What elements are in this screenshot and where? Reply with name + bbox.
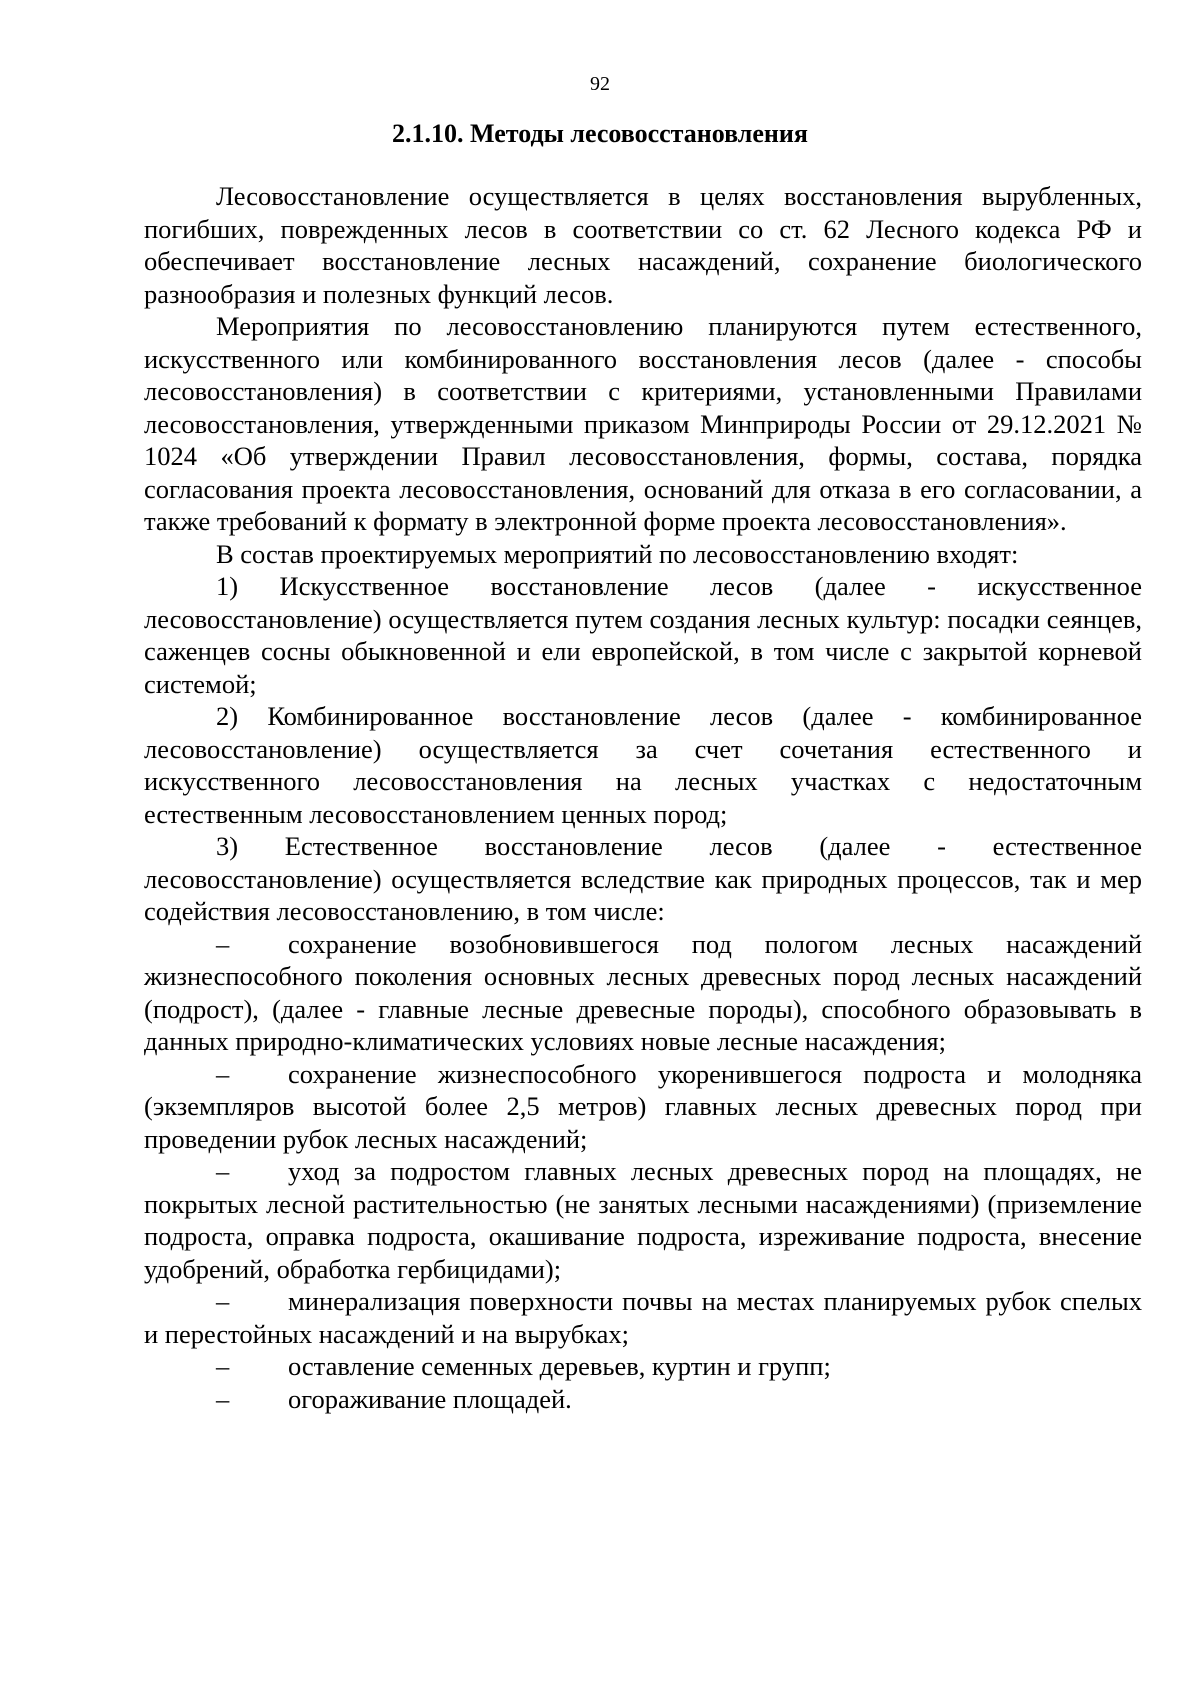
bullet-item <box>144 1285 1142 1350</box>
bullet-item <box>144 1155 1142 1285</box>
bullet-text: уход за подростом главных лесных древесных пород на площадях, не покрытых лесной растительностью (не занятых лесными насаждениями) (приземление подроста, оправка подроста, окашивание подроста, изреживание подроста, внесение удобрений, обработка гербицидами); <box>144 1156 1142 1284</box>
bullet-item <box>144 1383 1142 1416</box>
section-title: 2.1.10. Методы лесовосстановления <box>392 119 808 148</box>
bullet-item <box>144 928 1142 1058</box>
paragraph-measures: Мероприятия по лесовосстановлению планируются путем естественного, искусственного или комбинированного восстановления лесов (далее - способы лесовосстановления) в соответствии с критериями, установленными Правилами лесовосстановления, утвержденными приказом Минприроды России от 29.12.2021 № 1024 «Об утверждении Правил лесовосстановления, формы, состава, порядка согласования проекта лесовосстановления, оснований для отказа в его согласовании, а также требований к формату в электронной форме проекта лесовосстановления». <box>144 311 1142 536</box>
bullet-text: минерализация поверхности почвы на местах планируемых рубок спелых и перестойных насаждений и на вырубках; <box>144 1286 1142 1349</box>
dash-marker: – <box>216 928 230 959</box>
dash-marker: – <box>216 1156 230 1186</box>
list-item-artificial: 1) Искусственное восстановление лесов (далее - искусственное лесовосстановление) осуществляется путем создания лесных культур: посадки сеянцев, саженцев сосны обыкновенной и ели европейской, в том числе с закрытой корневой системой; <box>144 571 1142 699</box>
dash-marker: – <box>216 1286 230 1316</box>
bullet-text: оставление семенных деревьев, куртин и групп; <box>288 1351 831 1381</box>
bullet-text: сохранение жизнеспособного укоренившегося подроста и молодняка (экземпляров высотой более 2,5 метров) главных лесных древесных пород при проведении рубок лесных насаждений; <box>144 1058 1142 1154</box>
bullet-text: огораживание площадей. <box>288 1383 572 1414</box>
dash-marker: – <box>216 1058 230 1089</box>
paragraph-intro: Лесовосстановление осуществляется в целях восстановления вырубленных, погибших, поврежденных лесов в соответствии со ст. 62 Лесного кодекса РФ и обеспечивает восстановление лесных насаждений, сохранение биологического разнообразия и полезных функций лесов. <box>144 181 1142 309</box>
list-item-combined: 2) Комбинированное восстановление лесов (далее - комбинированное лесовосстановление) осуществляется за счет сочетания естественного и искусственного лесовосстановления на лесных участках с недостаточным естественным лесовосстановлением ценных пород; <box>144 701 1142 829</box>
bullet-item <box>144 1058 1142 1156</box>
bullet-text: сохранение возобновившегося под пологом лесных насаждений жизнеспособного поколения основных лесных древесных пород лесных насаждений (подрост), (далее - главные лесные древесные породы), способного образовывать в данных природно-климатических условиях новые лесные насаждения; <box>144 928 1142 1056</box>
paragraph-composition: В состав проектируемых мероприятий по лесовосстановлению входят: <box>216 538 1019 569</box>
list-item-natural: 3) Естественное восстановление лесов (далее - естественное лесовосстановление) осуществляется вследствие как природных процессов, так и мер содействия лесовосстановлению, в том числе: <box>144 831 1142 926</box>
dash-marker: – <box>216 1351 230 1381</box>
bullet-item <box>144 1350 1142 1383</box>
document-body <box>144 180 1142 1415</box>
dash-marker: – <box>216 1383 230 1414</box>
page-number: 92 <box>590 73 610 95</box>
